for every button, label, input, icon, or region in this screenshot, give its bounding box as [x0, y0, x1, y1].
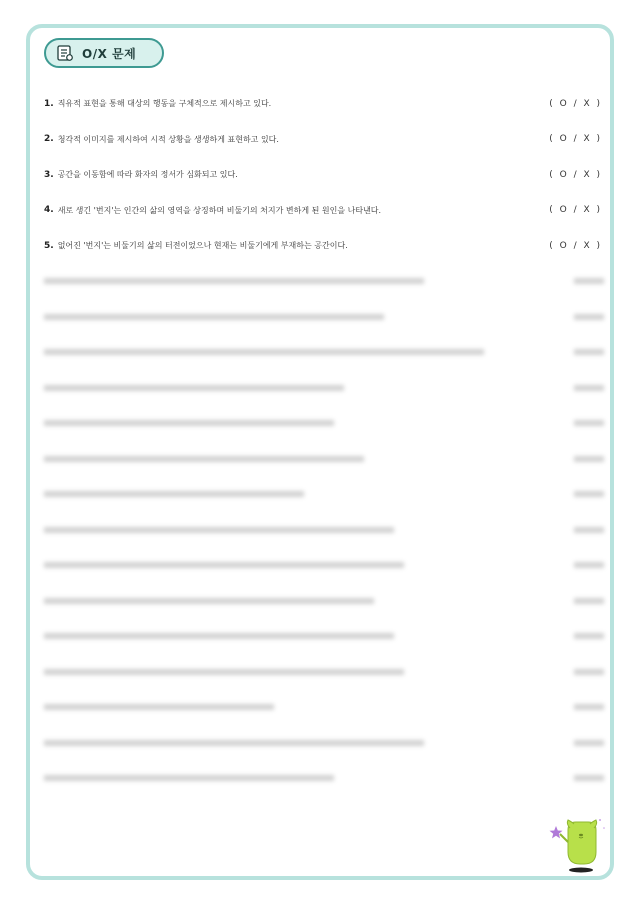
blurred-question-row	[44, 548, 604, 584]
blurred-question-row	[44, 441, 604, 477]
question-number: 1.	[44, 98, 54, 109]
ox-answer[interactable]: ( O / X )	[549, 98, 602, 109]
section-title: O/X 문제	[82, 46, 137, 61]
blurred-answer-bar	[574, 277, 604, 285]
blurred-text-bar	[44, 455, 364, 463]
document-icon	[56, 44, 74, 62]
ox-answer[interactable]: ( O / X )	[549, 240, 602, 251]
blurred-text-bar	[44, 277, 424, 285]
blurred-text-bar	[44, 384, 344, 392]
blurred-text-bar	[44, 313, 384, 321]
blurred-text-bar	[44, 632, 394, 640]
blurred-answer-bar	[574, 419, 604, 427]
blurred-answer-bar	[574, 668, 604, 676]
question-text: 직유적 표현을 통해 대상의 행동을 구체적으로 제시하고 있다.	[57, 99, 272, 109]
ox-answer[interactable]: ( O / X )	[549, 134, 602, 145]
blurred-answer-bar	[574, 490, 604, 498]
blurred-answer-bar	[574, 455, 604, 463]
blurred-text-bar	[44, 561, 404, 569]
blurred-answer-bar	[574, 384, 604, 392]
ox-answer[interactable]: ( O / X )	[549, 205, 602, 216]
blurred-text-bar	[44, 348, 484, 356]
question-text: 없어진 '번지'는 비둘기의 삶의 터전이었으나 현재는 비둘기에게 부재하는 공간이다.	[57, 241, 348, 251]
blurred-question-row	[44, 512, 604, 548]
blurred-question-row	[44, 406, 604, 442]
question-row	[44, 122, 604, 158]
question-row	[44, 86, 604, 122]
question-list	[44, 86, 604, 796]
question-row	[44, 228, 604, 264]
question-number: 3.	[44, 169, 54, 180]
blurred-question-row	[44, 477, 604, 513]
green-mascot-with-star-wand-icon	[544, 808, 610, 874]
question-text: 새로 생긴 '번지'는 인간의 삶의 영역을 상징하며 비둘기의 처지가 변하게 된 원인을 나타낸다.	[57, 205, 382, 215]
blurred-question-row	[44, 370, 604, 406]
question-row	[44, 157, 604, 193]
blurred-answer-bar	[574, 597, 604, 605]
question-text: 청각적 이미지를 제시하여 시적 상황을 생생하게 표현하고 있다.	[57, 134, 279, 144]
blurred-answer-bar	[574, 526, 604, 534]
blurred-text-bar	[44, 774, 334, 782]
blurred-answer-bar	[574, 313, 604, 321]
blurred-question-row	[44, 335, 604, 371]
blurred-question-row	[44, 583, 604, 619]
blurred-text-bar	[44, 526, 394, 534]
blurred-question-row	[44, 619, 604, 655]
blurred-text-bar	[44, 703, 274, 711]
blurred-question-row	[44, 264, 604, 300]
blurred-question-row	[44, 654, 604, 690]
blurred-question-row	[44, 761, 604, 797]
blurred-text-bar	[44, 419, 334, 427]
question-text: 공간을 이동함에 따라 화자의 정서가 심화되고 있다.	[57, 170, 238, 180]
blurred-text-bar	[44, 490, 304, 498]
blurred-answer-bar	[574, 632, 604, 640]
blurred-text-bar	[44, 739, 424, 747]
blurred-answer-bar	[574, 561, 604, 569]
blurred-question-row	[44, 690, 604, 726]
question-row	[44, 193, 604, 229]
section-title-pill	[44, 38, 164, 68]
ox-answer[interactable]: ( O / X )	[549, 169, 602, 180]
question-number: 5.	[44, 240, 54, 251]
question-number: 4.	[44, 205, 54, 216]
blurred-question-row	[44, 725, 604, 761]
blurred-answer-bar	[574, 774, 604, 782]
question-number: 2.	[44, 134, 54, 145]
blurred-text-bar	[44, 668, 404, 676]
blurred-answer-bar	[574, 739, 604, 747]
blurred-question-row	[44, 299, 604, 335]
blurred-text-bar	[44, 597, 374, 605]
blurred-answer-bar	[574, 703, 604, 711]
blurred-answer-bar	[574, 348, 604, 356]
